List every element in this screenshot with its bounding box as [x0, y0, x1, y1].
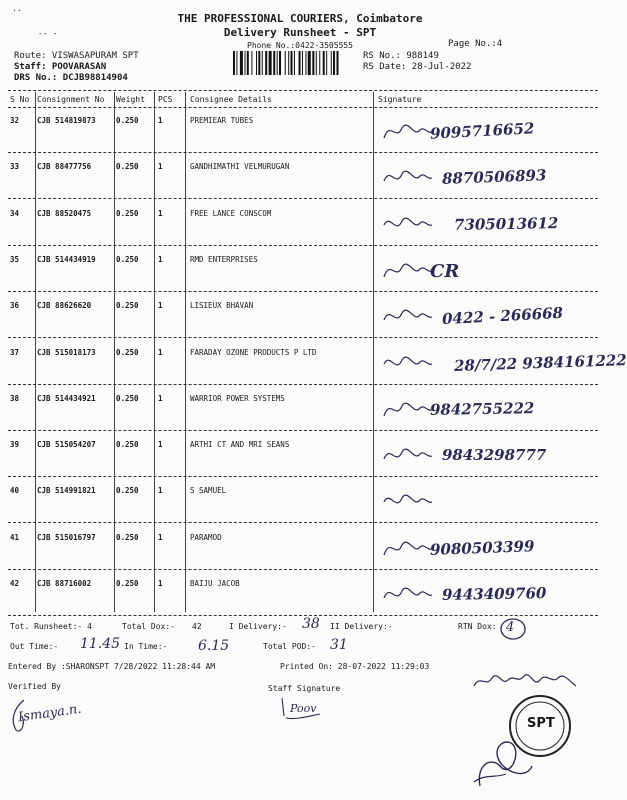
stamp-text: SPT — [527, 716, 555, 731]
i-delivery-value: 38 — [302, 616, 320, 632]
col-signature: Signature — [378, 95, 422, 104]
drs-number: DRS No.: DCJB98814904 — [14, 73, 128, 83]
divider — [8, 107, 598, 108]
row-sno: 40 — [10, 486, 20, 496]
row-signature-scribble — [380, 209, 435, 239]
row-signature-scribble — [380, 116, 435, 146]
row-pcs: 1 — [158, 301, 163, 311]
col-consignee: Consignee Details — [190, 95, 272, 104]
staff-signature: Poov — [290, 702, 317, 715]
staff-label: Staff: POOVARASAN — [14, 62, 107, 72]
row-signature-scribble — [380, 162, 435, 192]
printed-on: Printed On: 28-07-2022 11:29:03 — [280, 662, 430, 671]
row-pcs: 1 — [158, 254, 163, 264]
staff-sign-flourish — [276, 694, 326, 724]
row-divider — [8, 384, 598, 385]
row-signature-scribble — [380, 255, 435, 285]
document-title: Delivery Runsheet - SPT — [223, 26, 377, 39]
row-weight: 0.250 — [116, 347, 139, 357]
row-divider — [8, 198, 598, 199]
staff-signature-label: Staff Signature — [268, 684, 341, 693]
table-row — [0, 394, 600, 434]
row-sno: 34 — [10, 208, 20, 218]
phone-number: Phone No.:0422-3505555 — [247, 41, 353, 50]
row-signature-handwriting: 9095716652 — [429, 119, 535, 143]
row-signature-scribble — [380, 301, 435, 331]
company-stamp — [470, 686, 590, 796]
row-consignment-no: CJB 514434921 — [37, 393, 96, 403]
row-signature-handwriting: 7305013612 — [453, 213, 559, 234]
table-row — [0, 209, 600, 249]
row-sno: 36 — [10, 301, 20, 311]
row-consignment-no: CJB 514991821 — [37, 486, 96, 496]
row-consignment-no: CJB 88716002 — [37, 579, 92, 588]
row-weight: 0.250 — [116, 532, 139, 542]
page-number: Page No.:4 — [448, 39, 503, 49]
row-divider — [8, 245, 598, 246]
in-time-value: 6.15 — [198, 638, 230, 654]
row-signature-handwriting: 9842755222 — [429, 398, 535, 419]
row-consignment-no: CJB 514819873 — [37, 116, 96, 125]
row-sno: 37 — [10, 347, 20, 357]
total-dox-value: 42 — [192, 622, 202, 631]
row-weight: 0.250 — [116, 208, 139, 218]
table-row — [0, 301, 600, 341]
company-title: THE PROFESSIONAL COURIERS, Coimbatore — [177, 12, 423, 25]
row-sno: 35 — [10, 254, 20, 264]
row-consignee: LISIEUX BHAVAN — [190, 301, 254, 311]
row-consignee: PREMIEAR TUBES — [190, 116, 254, 125]
row-signature-handwriting: 0422 - 266668 — [441, 304, 564, 329]
verified-signature: Ismaya.n. — [17, 701, 83, 726]
row-pcs: 1 — [158, 579, 163, 588]
row-pcs: 1 — [158, 162, 163, 172]
row-consignee: S SAMUEL — [190, 486, 227, 496]
row-pcs: 1 — [158, 440, 163, 450]
row-sno: 32 — [10, 116, 20, 125]
out-time-label: Out Time:- — [10, 642, 59, 651]
in-time-label: In Time:- — [124, 642, 168, 651]
row-divider — [8, 522, 598, 523]
row-sno: 33 — [10, 162, 20, 172]
row-divider — [8, 476, 598, 477]
rtn-dox-label: RTN Dox: — [458, 622, 497, 631]
row-divider — [8, 291, 598, 292]
rs-date: RS Date: 28-Jul-2022 — [363, 62, 472, 72]
row-signature-scribble — [380, 533, 435, 563]
row-pcs: 1 — [158, 393, 163, 403]
row-signature-handwriting: 28/7/22 9384161222 — [453, 350, 627, 375]
row-weight: 0.250 — [116, 393, 139, 403]
row-divider — [8, 152, 598, 153]
row-weight: 0.250 — [116, 486, 139, 496]
verified-sign-flourish — [6, 696, 36, 736]
row-divider — [8, 430, 598, 431]
row-signature-scribble — [380, 348, 435, 378]
row-consignment-no: CJB 515054207 — [37, 440, 96, 450]
row-signature-scribble — [380, 440, 435, 470]
row-divider — [8, 569, 598, 570]
total-dox-label: Total Dox:- — [122, 622, 175, 631]
row-consignment-no: CJB 514434919 — [37, 254, 96, 264]
ii-delivery-label: II Delivery:- — [330, 622, 393, 631]
col-sno: S No — [10, 95, 30, 104]
row-pcs: 1 — [158, 208, 163, 218]
col-weight: Weight — [116, 95, 145, 104]
row-sno: 42 — [10, 579, 20, 588]
row-weight: 0.250 — [116, 116, 139, 125]
table-row — [0, 486, 600, 526]
row-consignee: BAIJU JACOB — [190, 579, 240, 588]
total-pod-label: Total POD:- — [263, 642, 316, 651]
row-signature-scribble — [380, 579, 435, 609]
row-signature-scribble — [380, 394, 435, 424]
rtn-circle-mark — [498, 617, 528, 641]
row-consignee: GANDHIMATHI VELMURUGAN — [190, 162, 290, 172]
row-pcs: 1 — [158, 116, 163, 125]
divider — [8, 90, 598, 91]
verified-by-label: Verified By — [8, 682, 61, 691]
row-consignment-no: CJB 88520475 — [37, 208, 92, 218]
barcode — [233, 51, 369, 75]
row-consignment-no: CJB 515016797 — [37, 532, 96, 542]
row-weight: 0.250 — [116, 162, 139, 172]
row-signature-handwriting: 9443409760 — [441, 584, 547, 604]
row-consignment-no: CJB 88477756 — [37, 162, 92, 172]
row-consignee: FREE LANCE CONSCOM — [190, 208, 272, 218]
table-row — [0, 116, 600, 156]
row-weight: 0.250 — [116, 579, 139, 588]
row-divider — [8, 337, 598, 338]
row-consignee: RMD ENTERPRISES — [190, 254, 258, 264]
row-sno: 41 — [10, 532, 20, 542]
route-label: Route: VISWASAPURAM SPT — [14, 51, 139, 61]
table-row — [0, 255, 600, 295]
row-signature-handwriting: 9843298777 — [442, 446, 547, 465]
table-row — [0, 347, 627, 388]
row-signature-handwriting: CR — [430, 260, 460, 282]
row-pcs: 1 — [158, 486, 163, 496]
rs-number: RS No.: 988149 — [363, 51, 439, 61]
row-sno: 38 — [10, 393, 20, 403]
row-consignee: ARTHI CT AND MRI SEANS — [190, 440, 290, 450]
table-row — [0, 162, 600, 202]
col-consignment: Consignment No — [37, 95, 105, 104]
row-consignee: WARRIOR POWER SYSTEMS — [190, 393, 285, 403]
out-time-value: 11.45 — [80, 636, 121, 652]
row-signature-scribble — [380, 486, 435, 516]
row-weight: 0.250 — [116, 301, 139, 311]
table-row — [0, 533, 600, 573]
corner-dash: -- - — [38, 29, 58, 38]
row-consignee: PARAMOD — [190, 532, 222, 542]
table-row — [0, 440, 600, 480]
row-consignment-no: CJB 515018173 — [37, 347, 96, 357]
row-pcs: 1 — [158, 532, 163, 542]
row-consignment-no: CJB 88626620 — [37, 301, 92, 311]
total-runsheet: Tot. Runsheet:- 4 — [10, 622, 92, 631]
entered-by: Entered By :SHARONSPT 7/28/2022 11:28:44 AM — [8, 662, 216, 671]
row-weight: 0.250 — [116, 254, 139, 264]
row-pcs: 1 — [158, 347, 163, 357]
row-signature-handwriting: 9080503399 — [429, 536, 535, 559]
rtn-dox-value: 4 — [506, 620, 515, 635]
row-consignee: FARADAY OZONE PRODUCTS P LTD — [190, 347, 317, 357]
corner-marks: .. — [12, 4, 22, 13]
col-pcs: PCS — [158, 95, 173, 104]
total-pod-value: 31 — [330, 637, 348, 653]
row-weight: 0.250 — [116, 440, 139, 450]
table-row — [0, 579, 600, 619]
row-signature-handwriting: 8870506893 — [441, 166, 547, 189]
i-delivery-label: I Delivery:- — [229, 622, 287, 631]
row-sno: 39 — [10, 440, 20, 450]
